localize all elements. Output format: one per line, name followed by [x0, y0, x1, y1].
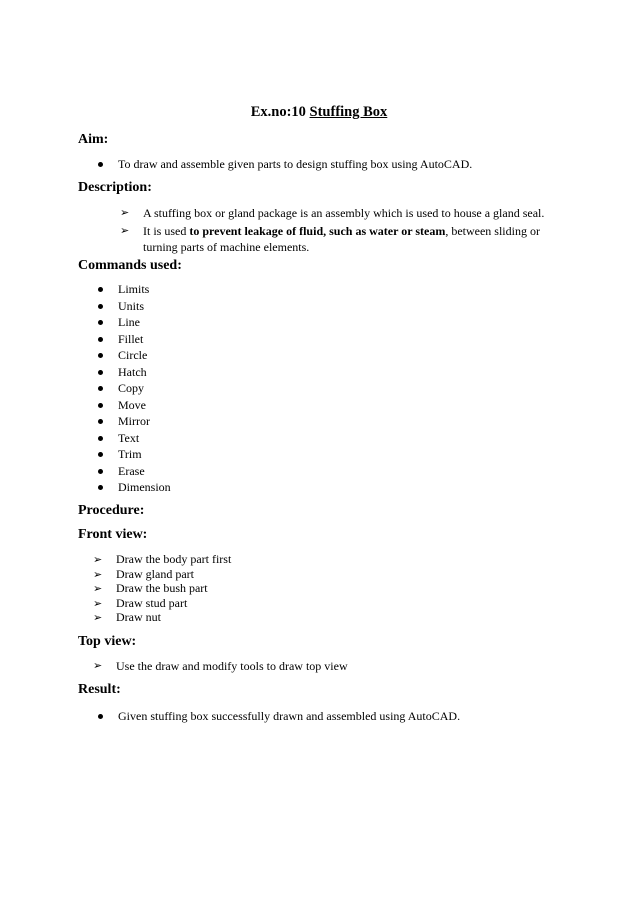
top-view-heading: Top view: [78, 634, 137, 649]
list-item [98, 314, 398, 331]
front-view-heading: Front view: [78, 527, 148, 542]
arrowhead-icon: ➢ [93, 611, 103, 624]
command-item: Fillet [118, 331, 144, 346]
bullet-icon [98, 370, 103, 375]
list-item [93, 581, 393, 596]
procedure-heading: Procedure: [78, 503, 145, 518]
bullet-icon [98, 386, 103, 391]
bullet-icon [98, 469, 103, 474]
bullet-icon [98, 419, 103, 424]
description-item-2-after: , between sliding or turning parts of machine elements. [143, 223, 540, 254]
list-item [93, 552, 393, 567]
title-prefix: Ex.no:10 [250, 104, 310, 120]
list-item [120, 205, 550, 222]
list-item [98, 413, 398, 430]
list-item [98, 380, 398, 397]
front-view-item: Draw the bush part [116, 581, 208, 595]
list-item [120, 223, 550, 256]
result-heading: Result: [78, 682, 121, 697]
arrowhead-icon: ➢ [93, 567, 103, 581]
bullet-icon [98, 403, 103, 408]
list-item [93, 596, 393, 611]
command-item: Hatch [118, 364, 147, 379]
bullet-icon [98, 337, 103, 342]
list-item [98, 347, 398, 364]
bullet-icon [98, 452, 103, 457]
bullet-icon [98, 714, 103, 719]
result-list [98, 708, 558, 725]
commands-list [98, 281, 398, 496]
commands-heading: Commands used: [78, 258, 182, 273]
bullet-icon [98, 287, 103, 292]
list-item [98, 281, 398, 298]
command-item: Units [118, 298, 145, 313]
page-title [0, 104, 638, 121]
command-item: Limits [118, 282, 150, 296]
list-item [98, 479, 398, 496]
command-item: Trim [118, 447, 142, 461]
arrowhead-icon: ➢ [93, 659, 103, 672]
command-item: Dimension [118, 480, 171, 494]
description-heading: Description: [78, 180, 152, 195]
bullet-icon [98, 320, 103, 325]
front-view-list [93, 552, 393, 625]
arrowhead-icon: ➢ [120, 206, 130, 219]
bullet-icon [98, 485, 103, 490]
front-view-item: Draw gland part [116, 566, 194, 581]
command-item: Move [118, 397, 146, 412]
list-item [98, 298, 398, 315]
list-item [98, 331, 398, 348]
bullet-icon [98, 304, 103, 309]
list-item [98, 364, 398, 381]
aim-list [98, 156, 558, 173]
result-item-0: Given stuffing box successfully drawn and assembled using AutoCAD. [118, 709, 461, 723]
list-item [98, 397, 398, 414]
list-item [93, 567, 393, 582]
bullet-icon [98, 436, 103, 441]
list-item [98, 446, 398, 463]
command-item: Circle [118, 348, 148, 362]
bullet-icon [98, 353, 103, 358]
aim-item-0: To draw and assemble given parts to design stuffing box using AutoCAD. [118, 157, 473, 171]
list-item [98, 708, 558, 725]
command-item: Erase [118, 463, 145, 478]
arrowhead-icon: ➢ [120, 223, 130, 237]
description-list [120, 205, 550, 256]
description-item-2-bold: to prevent leakage of fluid, such as water or steam [189, 223, 446, 238]
list-item [93, 658, 493, 675]
list-item [98, 463, 398, 480]
arrowhead-icon: ➢ [93, 596, 103, 610]
front-view-item: Draw nut [116, 610, 161, 624]
command-item: Line [118, 315, 140, 329]
top-view-item: Use the draw and modify tools to draw top view [116, 659, 348, 673]
list-item [98, 430, 398, 447]
arrowhead-icon: ➢ [93, 553, 103, 566]
title-underlined: Stuffing Box [309, 104, 388, 120]
bullet-icon [98, 162, 103, 167]
aim-heading: Aim: [78, 132, 109, 147]
command-item: Copy [118, 381, 145, 395]
description-item-1: A stuffing box or gland package is an assembly which is used to house a gland seal. [143, 206, 545, 220]
front-view-item: Draw the body part first [116, 552, 232, 566]
command-item: Text [118, 430, 140, 445]
arrowhead-icon: ➢ [93, 582, 103, 595]
description-item-2-before: It is used [143, 223, 190, 238]
list-item [93, 610, 393, 625]
top-view-list [93, 658, 493, 675]
list-item [98, 156, 558, 173]
command-item: Mirror [118, 414, 150, 428]
front-view-item: Draw stud part [116, 595, 188, 610]
